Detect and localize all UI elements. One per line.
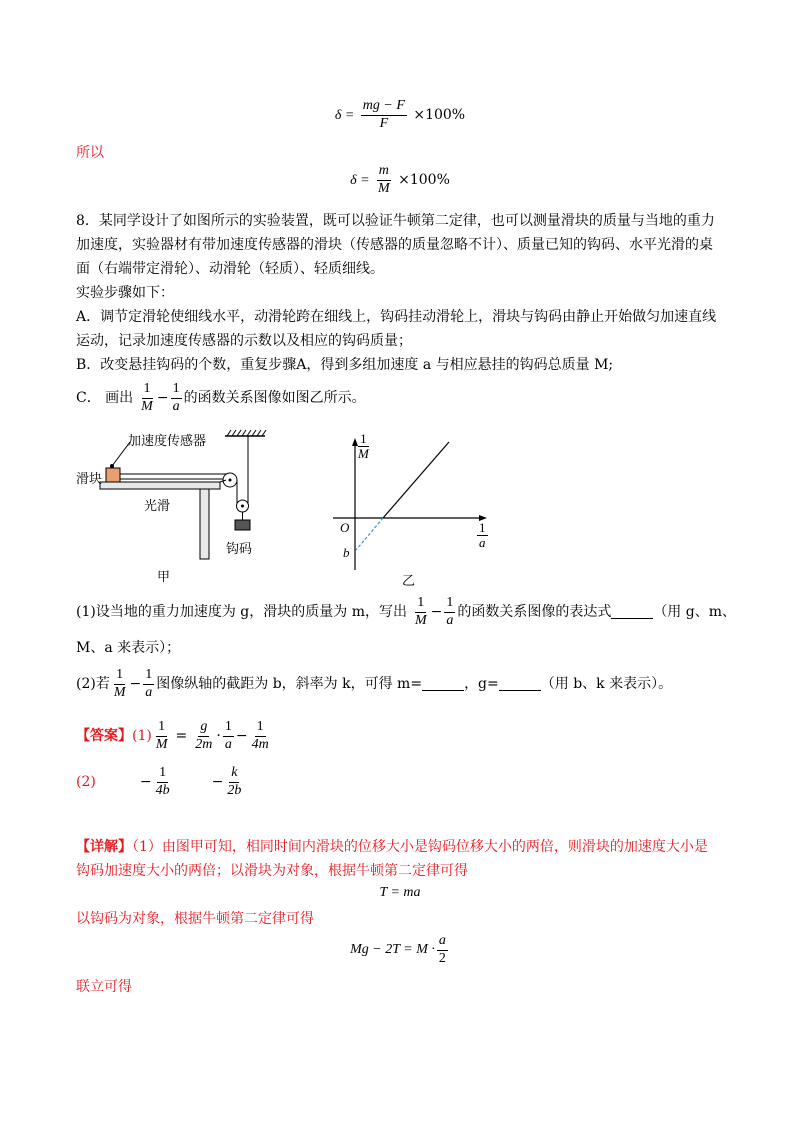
ans2-b <box>212 766 246 798</box>
ans2-b-minus: − <box>211 774 224 791</box>
ans1-dot: · <box>216 728 221 745</box>
q2-frac-1m <box>112 668 128 700</box>
ans1-frac-4m-den: 4m <box>251 736 269 752</box>
formula-delta-1-rhs: ×100% <box>413 107 466 124</box>
sensor-label: 加速度传感器 <box>128 434 207 449</box>
step-c-frac-1a-num: 1 <box>171 382 182 399</box>
detail-line-2: 钩码加速度大小的两倍；以滑块为对象，根据牛顿第二定律可得 <box>76 863 468 879</box>
ans2-b-num: k <box>229 766 239 783</box>
weight-label: 钩码 <box>226 542 253 557</box>
q2-frac-1m-den: M <box>113 684 126 700</box>
origin-label: O <box>340 520 350 535</box>
q2-blank-m[interactable] <box>422 677 464 691</box>
q2-frac-1a-num: 1 <box>143 668 154 685</box>
formula-delta-1-num: mg − F <box>361 99 407 116</box>
q2-frac-1a <box>143 668 154 700</box>
q1-frac-1a <box>444 596 455 628</box>
q2-frac-1a-den: a <box>145 684 153 700</box>
ans2-a <box>140 766 174 798</box>
q1-tail: （用 g、m、 <box>653 604 736 621</box>
ans2-a-minus: − <box>139 774 152 791</box>
intercept-label: b <box>343 545 350 560</box>
ans1-frac-g-den: 2m <box>195 736 213 752</box>
y-axis-label <box>358 432 369 460</box>
question-2 <box>76 668 736 700</box>
q1-frac-1m-den: M <box>414 612 427 628</box>
formula-delta-2-lhs: δ = <box>350 173 370 189</box>
question-1 <box>76 596 736 628</box>
detail-line-1 <box>76 836 736 858</box>
step-c-frac-1a-den: a <box>172 398 180 414</box>
step-c-post: 的函数关系图像如图乙所示。 <box>183 390 366 407</box>
step-b: B．改变悬挂钩码的个数，重复步骤A，得到多组加速度 a 与相应悬挂的钩码总质量 M; <box>76 357 614 373</box>
q2-pre: (2)若 <box>76 676 110 693</box>
q1-frac-1a-num: 1 <box>444 596 455 613</box>
formula-delta-2-frac <box>376 164 392 196</box>
ans1-frac-1m-num: 1 <box>156 720 167 737</box>
y-axis-label-num: 1 <box>360 431 367 446</box>
q8-line-2: 加速度，实验器材有带加速度传感器的滑块（传感器的质量忽略不计）、质量已知的钩码、水平光滑的桌 <box>76 237 713 253</box>
slider-label: 滑块 <box>76 472 103 487</box>
formula-delta-1 <box>0 99 800 131</box>
step-c-frac-1m <box>139 382 155 414</box>
q8-line-1: 8．某同学设计了如图所示的实验装置，既可以验证牛顿第二定律，也可以测量滑块的质量与当地的重力 <box>76 213 715 229</box>
ans1-frac-g-num: g <box>198 720 209 737</box>
figure-yi-graph <box>325 430 495 580</box>
formula-delta-2 <box>0 164 800 196</box>
step-c-frac-1m-num: 1 <box>142 382 153 399</box>
ans1-frac-4m <box>250 720 271 752</box>
ans1-frac-1a-den: a <box>224 736 232 752</box>
sensor-dot <box>110 464 114 468</box>
y-axis-label-den: M <box>358 445 369 461</box>
weight-block-icon <box>235 520 250 530</box>
ans2-a-frac <box>154 766 172 798</box>
q2-g: ，g= <box>464 676 499 693</box>
graph-line <box>383 442 449 518</box>
q1-line-2: M、a 来表示）； <box>76 640 181 656</box>
q1-minus: − <box>430 604 443 621</box>
ans1-label: (1) <box>132 728 152 745</box>
slider-block <box>106 468 120 482</box>
equation-t: T = ma <box>379 885 421 900</box>
q1-post: 的函数关系图像的表达式 <box>457 604 612 621</box>
figure-yi-caption: 乙 <box>402 574 416 589</box>
ans2-a-den: 4b <box>155 782 170 798</box>
x-axis-label <box>477 521 488 549</box>
q1-blank[interactable] <box>611 605 653 619</box>
q1-frac-1a-den: a <box>446 612 454 628</box>
detail-text-1: （1）由图甲可知，相同时间内滑块的位移大小是钩码位移大小的两倍，则滑块的加速度大小是 <box>132 839 708 855</box>
step-a-line-2: 运动，记录加速度传感器的示数以及相应的钩码质量； <box>76 333 412 349</box>
step-c-frac-1m-den: M <box>141 398 153 414</box>
equation-mg-lhs: Mg − 2T = M · <box>350 942 435 958</box>
ans1-expression: $\frac{1}{M}$ = $\frac{g}{2m}$ · $\frac{1}{a}$ − $\frac{1}{4m}$ <box>155 719 269 752</box>
ans2-label: (2) <box>76 774 96 791</box>
detail-line-3: 以钩码为对象，根据牛顿第二定律可得 <box>76 911 314 927</box>
detail-tag: 【详解】 <box>76 839 132 855</box>
ans1-frac-1a-num: 1 <box>223 720 234 737</box>
graph-line-extension <box>356 518 383 550</box>
x-axis-label-num: 1 <box>479 520 486 535</box>
q1-frac-1m-num: 1 <box>415 596 426 613</box>
q8-line-3: 面（右端带定滑轮）、动滑轮（轻质）、轻质细线。 <box>76 261 384 277</box>
ans1-frac-1m <box>154 720 170 752</box>
formula-delta-2-rhs: ×100% <box>398 172 450 189</box>
detail-line-4: 联立可得 <box>76 979 132 995</box>
equation-mg-num: a <box>437 934 448 951</box>
step-c <box>76 382 736 414</box>
ans2-b-den: 2b <box>227 782 242 798</box>
equation-mg <box>0 934 800 966</box>
answer-tag: 【答案】 <box>76 728 132 745</box>
ceiling-hatch <box>227 430 266 436</box>
step-c-minus: − <box>156 390 169 407</box>
ans1-frac-4m-num: 1 <box>255 720 266 737</box>
formula-delta-1-lhs: δ = <box>334 108 355 124</box>
smooth-label: 光滑 <box>144 499 171 514</box>
formula-delta-2-den: M <box>378 180 390 196</box>
ans1-frac-1m-den: M <box>155 736 168 752</box>
table-leg <box>200 489 209 559</box>
x-axis-label-den: a <box>479 534 486 550</box>
q2-tail: （用 b、k 来表示）。 <box>540 676 673 693</box>
answer-row-1 <box>76 720 736 752</box>
equation-mg-den: 2 <box>438 950 446 966</box>
formula-delta-1-frac <box>361 99 407 131</box>
ans2-a-num: 1 <box>157 766 168 783</box>
ans2-b-frac <box>225 766 243 798</box>
q1-pre: (1)设当地的重力加速度为 g，滑块的质量为 m，写出 <box>76 604 407 621</box>
q2-frac-1m-num: 1 <box>114 668 125 685</box>
step-c-pre: C． 画出 <box>76 390 134 407</box>
formula-delta-2-num: m <box>377 164 391 181</box>
steps-title: 实验步骤如下： <box>76 285 174 301</box>
q1-frac-1m <box>413 596 429 628</box>
ans1-frac-g <box>193 720 214 752</box>
suoyi-text: 所以 <box>76 145 104 161</box>
q2-minus: − <box>129 676 142 693</box>
answer-row-2 <box>76 766 736 798</box>
step-c-frac-1a <box>171 382 182 414</box>
q2-blank-g[interactable] <box>499 677 541 691</box>
formula-delta-1-den: F <box>379 115 389 131</box>
q2-mid: 图像纵轴的截距为 b，斜率为 k，可得 m= <box>156 676 423 693</box>
ans1-frac-1a <box>223 720 234 752</box>
ans1-minus: − <box>235 728 248 745</box>
equation-mg-frac <box>437 934 448 966</box>
step-a-line-1: A．调节定滑轮使细线水平，动滑轮跨在细线上，钩码挂动滑轮上，滑块与钩码由静止开始做匀加速直线 <box>76 309 717 325</box>
table-top <box>100 482 220 489</box>
figure-jia-caption: 甲 <box>157 570 171 585</box>
